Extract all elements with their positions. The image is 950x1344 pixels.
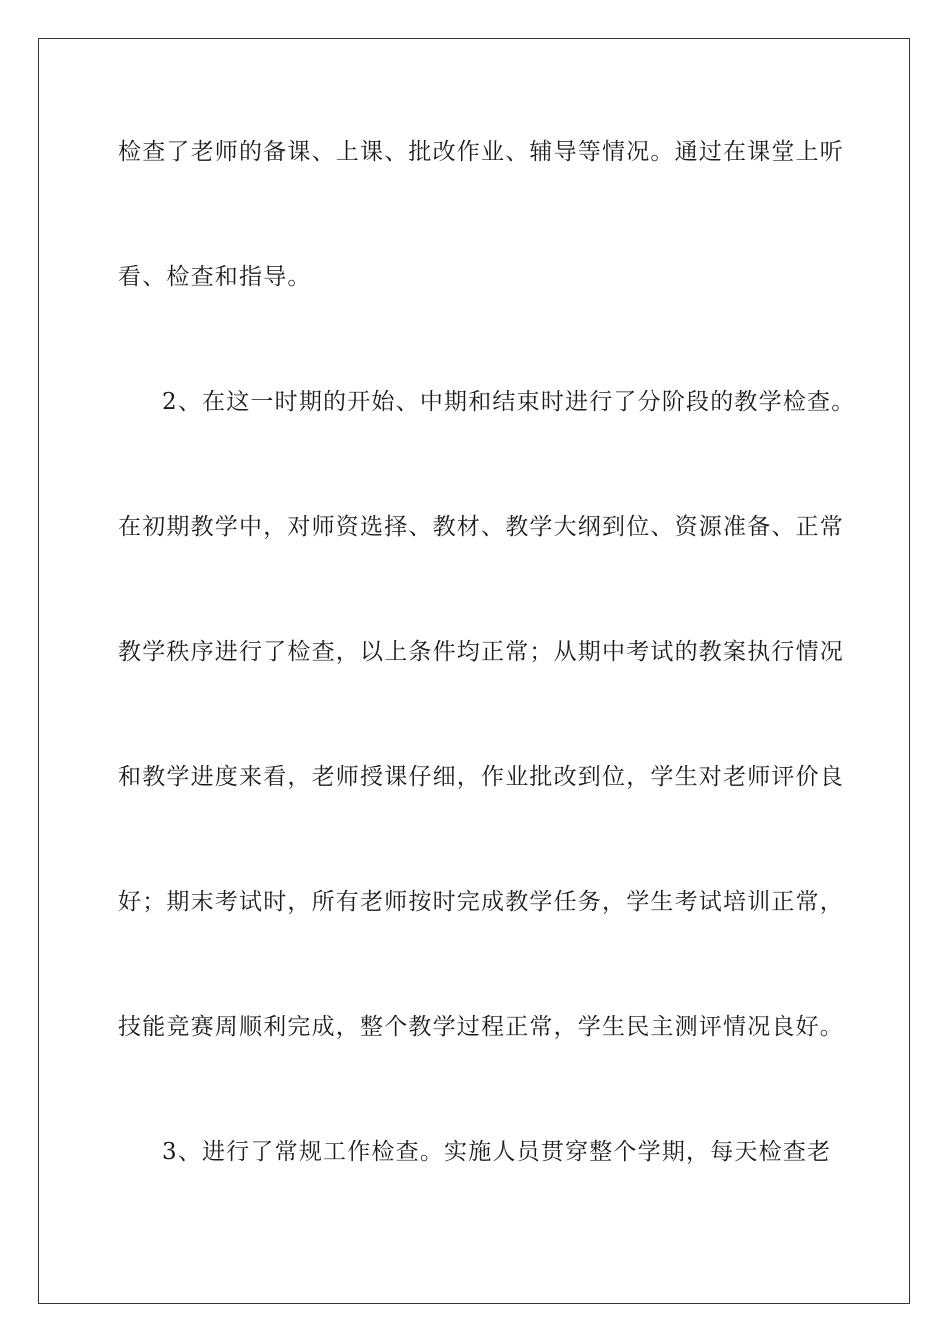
paragraph-2-line-1: 2、在这一时期的开始、中期和结束时进行了分阶段的教学检查。 [162,389,856,415]
paragraph-2-line-2: 在初期教学中，对师资选择、教材、教学大纲到位、资源准备、正常 [118,514,844,540]
paragraph-2-line-5: 好；期末考试时，所有老师按时完成教学任务，学生考试培训正常， [118,889,844,915]
paragraph-2-line-3: 教学秩序进行了检查，以上条件均正常；从期中考试的教案执行情况 [118,639,844,665]
paragraph-2-line-6: 技能竞赛周顺利完成，整个教学过程正常，学生民主测评情况良好。 [118,1014,844,1040]
page-frame [38,38,910,1304]
paragraph-1-line-2: 看、检查和指导。 [118,264,312,290]
paragraph-3-line-1: 3、进行了常规工作检查。实施人员贯穿整个学期，每天检查老 [162,1139,832,1165]
paragraph-2-line-4: 和教学进度来看，老师授课仔细，作业批改到位，学生对老师评价良 [118,764,844,790]
paragraph-1-line-1: 检查了老师的备课、上课、批改作业、辅导等情况。通过在课堂上听 [118,139,844,165]
